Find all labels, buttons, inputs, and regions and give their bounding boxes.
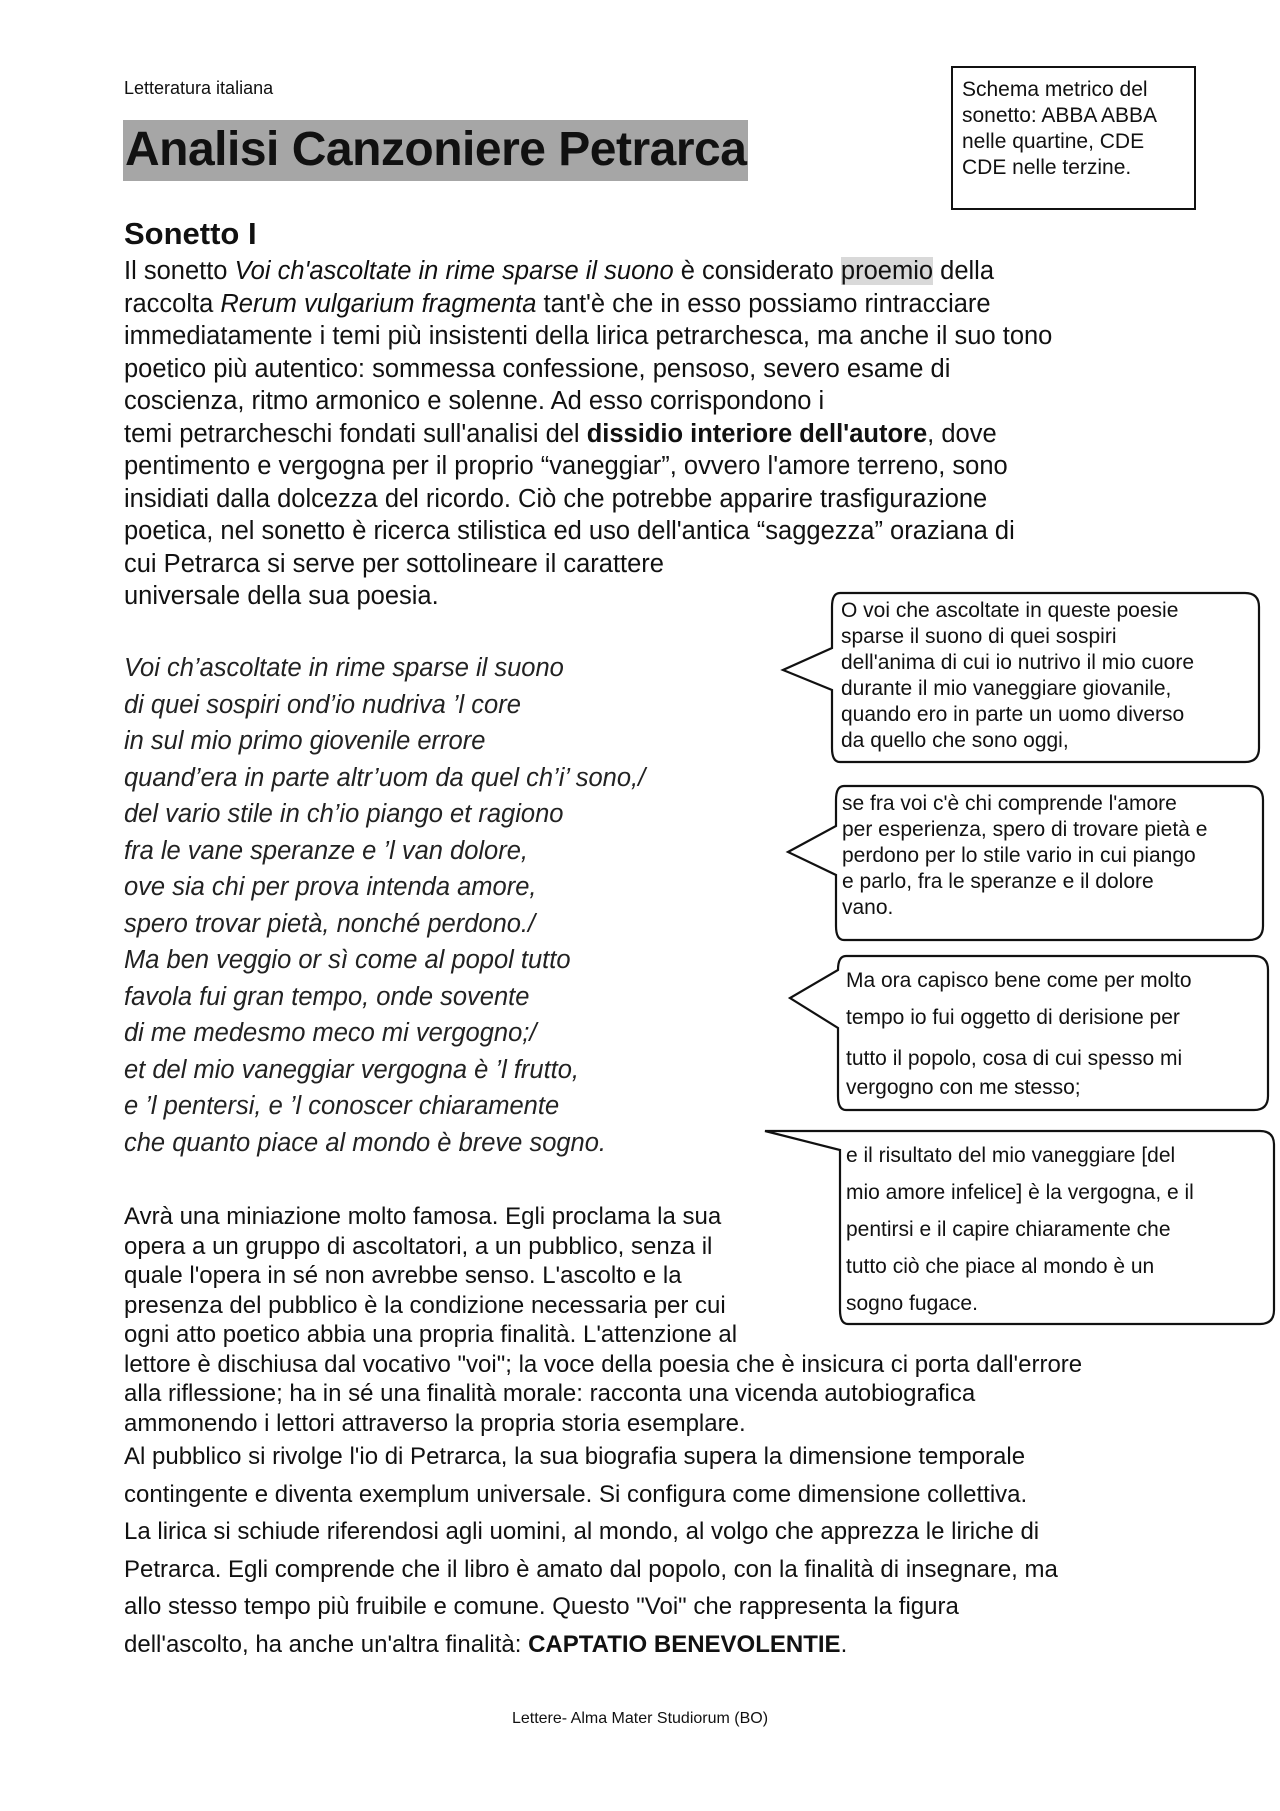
- poem-verse: Voi ch’ascoltate in rime sparse il suono: [124, 654, 564, 682]
- paraphrase-3: [846, 962, 1192, 1102]
- section-heading: Sonetto I: [124, 216, 257, 251]
- commentary-line: presenza del pubblico è la condizione necessaria per cui: [124, 1291, 726, 1319]
- schema-line: Schema metrico del: [962, 78, 1148, 101]
- intro-text: è considerato: [673, 257, 841, 285]
- intro-line: poetico più autentico: sommessa confessione, pensoso, severo esame di: [124, 354, 951, 383]
- commentary-line: La lirica si schiude riferendosi agli uomini, al mondo, al volgo che apprezza le liriche di: [124, 1518, 1040, 1545]
- intro-text: Il sonetto: [124, 257, 235, 285]
- commentary-line: ammonendo i lettori attraverso la propria storia esemplare.: [124, 1409, 746, 1437]
- intro-line: poetica, nel sonetto è ricerca stilistica ed uso dell'antica “saggezza” oraziana di: [124, 517, 1015, 545]
- commentary-line: Petrarca. Egli comprende che il libro è amato dal popolo, con la finalità di insegnare, ma: [124, 1555, 1058, 1583]
- commentary-line: Al pubblico si rivolge l'io di Petrarca, la sua biografia supera la dimensione temporale: [124, 1443, 1026, 1470]
- paraphrase-line: se fra voi c'è chi comprende l'amore: [842, 792, 1177, 815]
- schema-line: sonetto: ABBA ABBA: [962, 104, 1157, 127]
- captatio-benevolentie: CAPTATIO BENEVOLENTIE: [528, 1630, 841, 1658]
- poem-verse: e ’l pentersi, e ’l conoscer chiaramente: [124, 1092, 560, 1120]
- schema-line: nelle quartine, CDE: [962, 130, 1145, 153]
- schema-line: CDE nelle terzine.: [962, 156, 1132, 179]
- poem-verse: in sul mio primo giovenile errore: [124, 727, 486, 755]
- intro-text: tant'è che in esso possiamo rintracciare: [536, 289, 991, 318]
- commentary-line: ogni atto poetico abbia una propria finalità. L'attenzione al: [124, 1321, 738, 1348]
- paraphrase-line: perdono per lo stile vario in cui piango: [842, 844, 1196, 867]
- paraphrase-line: dell'anima di cui io nutrivo il mio cuore: [841, 651, 1195, 674]
- closing-text: .: [840, 1630, 848, 1658]
- poem-verse: et del mio vaneggiar vergogna è ’l frutto,: [124, 1055, 580, 1084]
- subject-label: Letteratura italiana: [124, 78, 274, 98]
- closing-text: dell'ascolto, ha anche un'altra finalità:: [124, 1630, 529, 1658]
- poem-verse: quand’era in parte altr’uom da quel ch’i’ sono,/: [124, 763, 646, 792]
- paraphrase-line: tutto il popolo, cosa di cui spesso mi: [846, 1047, 1183, 1070]
- intro-line: cui Petrarca si serve per sottolineare il carattere: [124, 549, 664, 578]
- commentary-line: alla riflessione; ha in sé una finalità morale: racconta una vicenda autobiografica: [124, 1380, 976, 1407]
- commentary-paragraph: [124, 1202, 1082, 1438]
- paraphrase-line: Ma ora capisco bene come per molto: [846, 969, 1192, 992]
- intro-line: universale della sua poesia.: [124, 582, 439, 610]
- commentary-paragraph-2: [124, 1438, 1058, 1663]
- intro-text: raccolta: [124, 289, 221, 318]
- bold-phrase: dissidio interiore dell'autore: [586, 419, 928, 448]
- commentary-line: allo stesso tempo più fruibile e comune. Questo "Voi" che rappresenta la figura: [124, 1593, 959, 1620]
- paraphrase-line: O voi che ascoltate in queste poesie: [841, 599, 1179, 622]
- paraphrase-line: pentirsi e il capire chiaramente che: [846, 1218, 1171, 1241]
- poem-verse: spero trovar pietà, nonché perdono./: [124, 909, 536, 938]
- paraphrase-line: quando ero in parte un uomo diverso: [841, 703, 1185, 726]
- poem-verse: del vario stile in ch’io piango et ragiono: [124, 800, 564, 828]
- intro-line: pentimento e vergogna per il proprio “vaneggiar”, ovvero l'amore terreno, sono: [124, 452, 1008, 480]
- paraphrase-line: tutto ciò che piace al mondo è un: [846, 1255, 1155, 1278]
- intro-line: insidiati dalla dolcezza del ricordo. Ciò che potrebbe apparire trasfigurazione: [124, 484, 988, 513]
- paraphrase-line: durante il mio vaneggiare giovanile,: [841, 677, 1172, 700]
- commentary-line: opera a un gruppo di ascoltatori, a un pubblico, senza il: [124, 1232, 713, 1260]
- poem-verse: che quanto piace al mondo è breve sogno.: [124, 1128, 607, 1157]
- commentary-line: lettore è dischiusa dal vocativo "voi"; la voce della poesia che è insicura ci porta dall'errore: [124, 1350, 1083, 1378]
- collection-title-italic: Rerum vulgarium fragmenta: [220, 289, 537, 318]
- paraphrase-line: vergogno con me stesso;: [846, 1076, 1081, 1099]
- paraphrase-2: [842, 791, 1207, 921]
- highlighted-word: proemio: [840, 257, 934, 285]
- paraphrase-line: sparse il suono di quei sospiri: [841, 625, 1117, 648]
- poem-verse: favola fui gran tempo, onde sovente: [124, 982, 530, 1011]
- commentary-line: contingente e diventa exemplum universale. Si configura come dimensione collettiva.: [124, 1480, 1028, 1508]
- poem-verse: fra le vane speranze e ’l van dolore,: [124, 836, 528, 865]
- poem-verse: Ma ben veggio or sì come al popol tutto: [124, 946, 571, 974]
- intro-line: immediatamente i temi più insistenti della lirica petrarchesca, ma anche il suo tono: [124, 322, 1053, 350]
- paraphrase-line: e il risultato del mio vaneggiare [del: [846, 1144, 1176, 1167]
- paraphrase-line: e parlo, fra le speranze e il dolore: [842, 870, 1154, 893]
- intro-text: temi petrarcheschi fondati sull'analisi del: [124, 419, 587, 448]
- commentary-line: Avrà una miniazione molto famosa. Egli proclama la sua: [124, 1203, 722, 1230]
- paraphrase-line: da quello che sono oggi,: [841, 729, 1069, 752]
- paraphrase-line: per esperienza, spero di trovare pietà e: [842, 818, 1208, 841]
- poem-title-italic: Voi ch'ascoltate in rime sparse il suono: [234, 257, 674, 285]
- page-title: Analisi Canzoniere Petrarca: [123, 120, 748, 181]
- intro-text: della: [933, 257, 995, 285]
- paraphrase-line: tempo io fui oggetto di derisione per: [846, 1006, 1180, 1029]
- paraphrase-line: vano.: [842, 896, 894, 919]
- intro-text: , dove: [927, 419, 997, 448]
- poem-verse: di quei sospiri ond’io nudriva ’l core: [124, 690, 521, 719]
- closing-line: [124, 1626, 1058, 1664]
- commentary-line: quale l'opera in sé non avrebbe senso. L'ascolto e la: [124, 1262, 682, 1289]
- paraphrase-line: sogno fugace.: [846, 1292, 978, 1315]
- page-footer: Lettere- Alma Mater Studiorum (BO): [511, 1710, 769, 1727]
- intro-line: coscienza, ritmo armonico e solenne. Ad esso corrispondono i: [124, 387, 825, 415]
- paraphrase-line: mio amore infelice] è la vergogna, e il: [846, 1181, 1194, 1204]
- poem-verse: ove sia chi per prova intenda amore,: [124, 873, 537, 901]
- paraphrase-1: [841, 598, 1194, 754]
- poem-verse: di me medesmo meco mi vergogno;/: [124, 1019, 537, 1047]
